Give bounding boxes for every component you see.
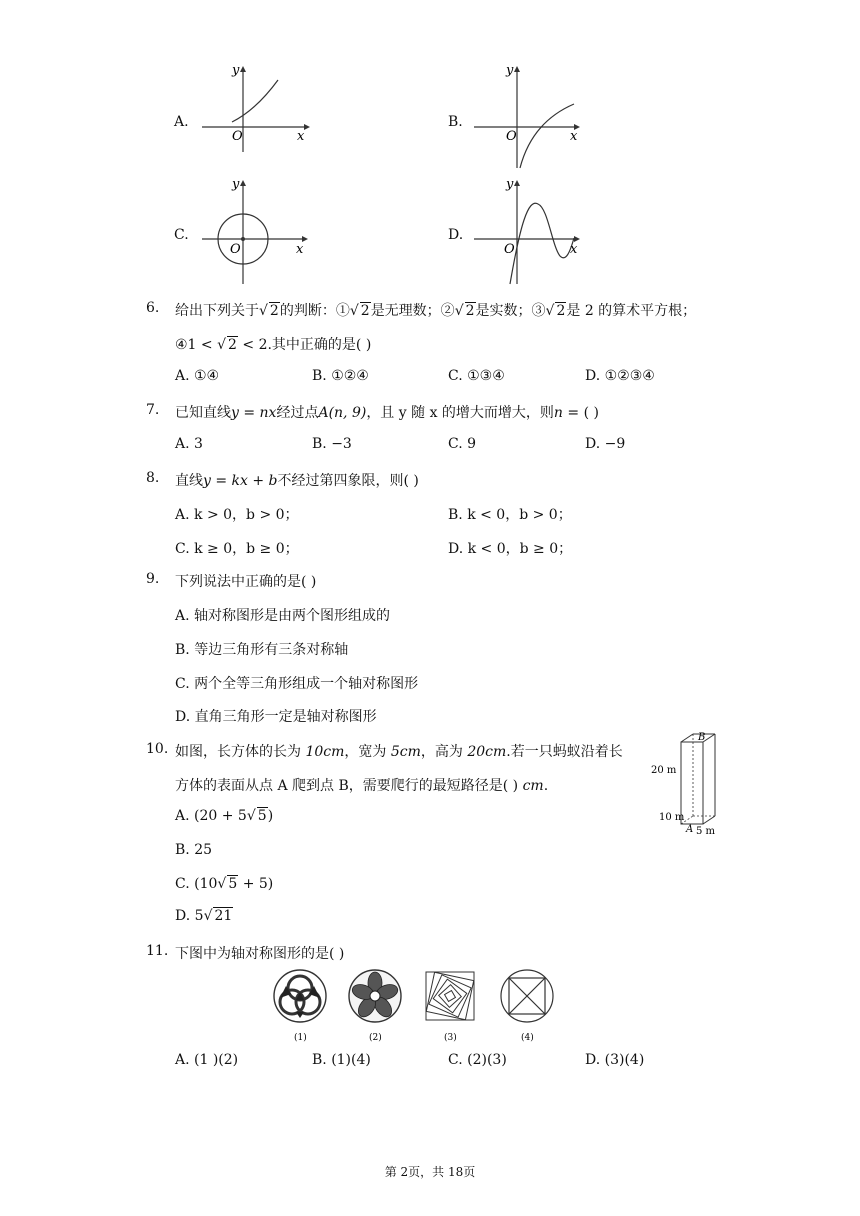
q6-option-c[interactable]: C. ①③④ <box>448 368 505 384</box>
q10-label-width: 5 m <box>696 826 716 837</box>
q10-option-a[interactable]: A. (20 + 5√ 5) <box>175 808 274 824</box>
q11-label-2: (2) <box>369 1033 382 1043</box>
q11-figure-2 <box>349 970 401 1022</box>
q5-option-d-label: D. <box>448 227 464 243</box>
q9-option-c[interactable]: C. 两个全等三角形组成一个轴对称图形 <box>175 676 419 692</box>
q10-option-b[interactable]: B. 25 <box>175 842 213 858</box>
q10-option-c[interactable]: C. (10√ 5 + 5) <box>175 876 274 892</box>
q10-cuboid-figure <box>648 728 726 838</box>
q7-option-b[interactable]: B. −3 <box>312 436 352 452</box>
q6-number: 6. <box>146 300 160 316</box>
q8-option-d[interactable]: D. k < 0，b ≥ 0； <box>448 541 573 557</box>
q6-line2: ④1 < √ 2 < 2.其中正确的是( ) <box>175 337 372 353</box>
q5-graph-b <box>470 62 586 172</box>
q5-b-axis-y: y <box>506 63 514 78</box>
q5-b-axis-x: x <box>570 129 578 144</box>
q5-option-a-label: A. <box>174 114 189 130</box>
q6-line1: 给出下列关于√ 2的判断：①√ 2是无理数；②√ 2是实数；③√ 2是 2 的算术平方根； <box>175 303 697 319</box>
q5-a-axis-x: x <box>297 129 305 144</box>
q11-label-3: (3) <box>444 1033 457 1043</box>
q8-option-c[interactable]: C. k ≥ 0，b ≥ 0； <box>175 541 299 557</box>
q9-stem: 下列说法中正确的是( ) <box>175 574 317 590</box>
q11-figure-3 <box>426 972 474 1020</box>
q8-number: 8. <box>146 470 160 486</box>
q11-figure-1 <box>274 970 326 1022</box>
q5-option-b-label: B. <box>448 114 463 130</box>
q5-a-axis-y: y <box>232 63 240 78</box>
q11-number: 11. <box>146 943 169 959</box>
q6-option-b[interactable]: B. ①②④ <box>312 368 369 384</box>
q5-d-axis-y: y <box>506 177 514 192</box>
q9-number: 9. <box>146 571 160 587</box>
q6-option-d[interactable]: D. ①②③④ <box>585 368 655 384</box>
q6-option-a[interactable]: A. ①④ <box>175 368 220 384</box>
q11-label-4: (4) <box>521 1033 534 1043</box>
q7-stem: 已知直线y = nx经过点A(n, 9)，且 y 随 x 的增大而增大，则n = ( ) <box>175 405 599 421</box>
q11-option-b[interactable]: B. (1)(4) <box>312 1052 371 1068</box>
q11-figures <box>270 964 570 1046</box>
q10-line2: 方体的表面从点 A 爬到点 B，需要爬行的最短路径是( ) cm. <box>175 778 549 794</box>
q8-stem: 直线y = kx + b不经过第四象限，则( ) <box>175 473 419 489</box>
q10-line1: 如图，长方体的长为 10cm，宽为 5cm，高为 20cm.若一只蚂蚁沿着长 <box>175 744 623 760</box>
q5-graph-a <box>196 62 312 154</box>
q10-label-b: B <box>698 732 706 743</box>
q10-number: 10. <box>146 741 169 757</box>
q11-figure-4 <box>501 970 553 1022</box>
q9-option-a[interactable]: A. 轴对称图形是由两个图形组成的 <box>175 608 391 624</box>
q5-c-axis-x: x <box>296 242 304 257</box>
q5-option-c-label: C. <box>174 227 189 243</box>
q7-option-d[interactable]: D. −9 <box>585 436 626 452</box>
q7-option-c[interactable]: C. 9 <box>448 436 477 452</box>
q11-option-a[interactable]: A. (1 )(2) <box>175 1052 239 1068</box>
q8-option-b[interactable]: B. k < 0，b > 0； <box>448 507 572 523</box>
q5-b-origin: O <box>506 129 517 144</box>
q11-stem: 下图中为轴对称图形的是( ) <box>175 946 345 962</box>
q10-label-height: 20 m <box>651 765 677 776</box>
q5-graph-c <box>196 176 312 286</box>
q7-option-a[interactable]: A. 3 <box>175 436 203 452</box>
q9-option-d[interactable]: D. 直角三角形一定是轴对称图形 <box>175 709 377 725</box>
q5-graph-d <box>470 176 586 288</box>
q10-label-a: A <box>686 824 694 835</box>
q10-label-length: 10 m <box>659 812 685 823</box>
q9-option-b[interactable]: B. 等边三角形有三条对称轴 <box>175 642 349 658</box>
q5-c-axis-y: y <box>232 177 240 192</box>
q11-option-d[interactable]: D. (3)(4) <box>585 1052 645 1068</box>
q5-a-origin: O <box>232 129 243 144</box>
q8-option-a[interactable]: A. k > 0，b > 0； <box>175 507 299 523</box>
page-footer: 第 2页，共 18页 <box>384 1165 476 1179</box>
q11-option-c[interactable]: C. (2)(3) <box>448 1052 507 1068</box>
q7-number: 7. <box>146 402 160 418</box>
q5-d-axis-x: x <box>570 242 578 257</box>
q5-d-origin: O <box>504 242 515 257</box>
q5-c-origin: O <box>230 242 241 257</box>
q10-option-d[interactable]: D. 5√ 21 <box>175 908 233 924</box>
q11-label-1: (1) <box>294 1033 307 1043</box>
